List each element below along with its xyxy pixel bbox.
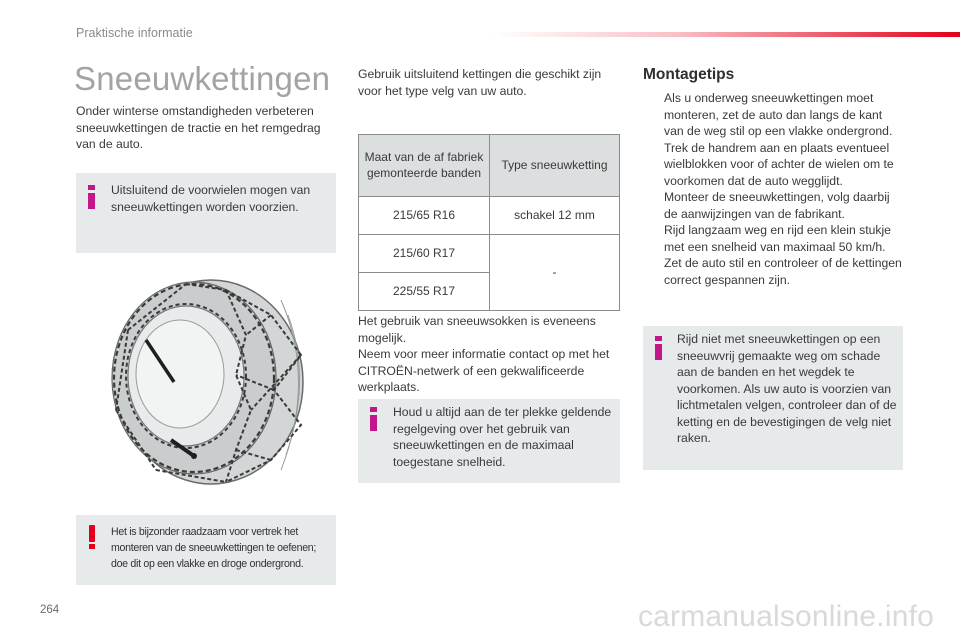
list-item: Monteer de sneeuwkettingen, volg daarbij de aanwijzingen van de fabrikant. (664, 190, 890, 221)
socks-paragraph: Het gebruik van sneeuwsokken is eveneens mogelijk. (358, 314, 596, 345)
snow-chain-tire-illustration (76, 260, 336, 510)
page-title: Sneeuwkettingen (74, 60, 331, 97)
chain-type-paragraph: Gebruik uitsluitend kettingen die geschikt zijn voor het type velg van uw auto. (358, 67, 602, 98)
table-cell-chain: schakel 12 mm (490, 197, 620, 235)
info-box-text: Uitsluitend de voorwielen mogen van sneeuwkettingen worden voorzien. (111, 183, 311, 214)
section-label: Praktische informatie (76, 26, 193, 40)
table-header-size: Maat van de af fabriek gemonteerde banden (359, 135, 490, 197)
table-cell-size: 215/65 R16 (359, 197, 490, 235)
section-heading: Montagetips (643, 66, 735, 83)
list-item: Als u onderweg sneeuwkettingen moet monteren, zet de auto dan langs de kant van de weg stil op een vlakke ondergrond. (664, 91, 893, 138)
list-item: Trek de handrem aan en plaats eventueel wielblokken voor of achter de wielen om te voorkomen dat de auto wegglijdt. (664, 140, 894, 188)
info-icon (655, 336, 662, 360)
watermark: carmanualsonline.info (637, 600, 934, 633)
warning-box-practice (76, 515, 336, 585)
page-number: 264 (40, 604, 60, 616)
intro-paragraph: Onder winterse omstandigheden verbeteren sneeuwkettingen de tractie en het remgedrag van de auto. (76, 104, 321, 151)
contact-paragraph: Neem voor meer informatie contact op met het CITROËN-netwerk of een gekwalificeerde werkplaats. (358, 347, 610, 394)
table-header-chain: Type sneeuwketting (490, 135, 620, 197)
warning-icon (89, 525, 95, 549)
info-icon (370, 407, 377, 431)
mounting-steps (643, 90, 905, 288)
info-box-clear-road (643, 326, 903, 470)
table-cell-size: 225/55 R17 (359, 273, 490, 311)
header-accent-bar (490, 32, 960, 37)
table-cell-size: 215/60 R17 (359, 235, 490, 273)
info-box-regulations (358, 399, 620, 483)
tyre-chain-table (358, 134, 620, 311)
info-box-front-wheels (76, 173, 336, 253)
list-item: Rijd langzaam weg en rijd een klein stukje met een snelheid van maximaal 50 km/h. (664, 223, 891, 254)
warning-box-text: Het is bijzonder raadzaam voor vertrek het monteren van de sneeuwkettingen te oefenen; doe dit op een vlakke en droge ondergrond. (111, 526, 317, 570)
table-cell-chain: - (490, 235, 620, 311)
info-icon (88, 185, 95, 209)
info-box-text: Houd u altijd aan de ter plekke geldende regelgeving over het gebruik van sneeuwkettingen en de maximaal toegestane snelheid. (393, 405, 612, 469)
list-item: Zet de auto stil en controleer of de kettingen correct gespannen zijn. (664, 256, 902, 287)
info-box-text: Rijd niet met sneeuwkettingen op een sneeuwvrij gemaakte weg om schade aan de banden en het wegdek te voorkomen. Als uw auto is voorzien van lichtmetalen velgen, controleer dan of de ketting en de bevestigingen de velg niet raken. (677, 332, 897, 445)
